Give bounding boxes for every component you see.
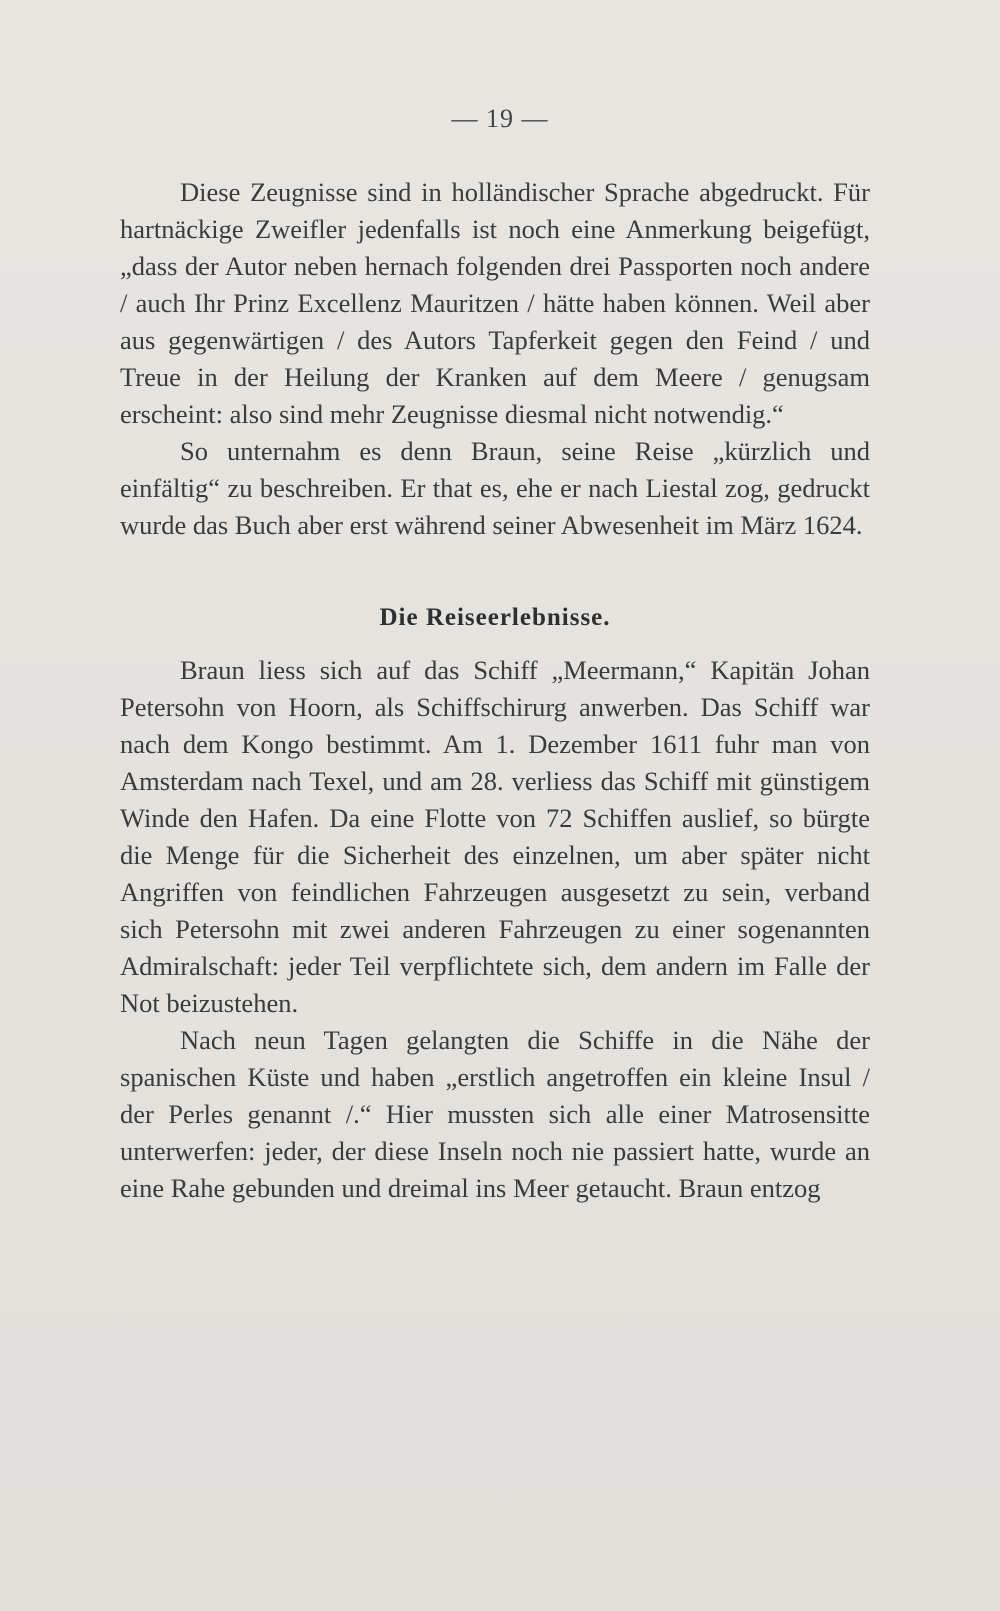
section-heading: Die Reiseerlebnisse. (379, 604, 611, 631)
paragraph-travel-report: So unternahm es denn Braun, seine Reise „kürzlich und einfältig“ zu beschreiben. Er that es, ehe er nach Liestal zog, gedruckt wurde das Buch aber erst während seiner Abwesenheit im März 1624. (120, 436, 870, 540)
page-number: — 19 — (451, 104, 549, 133)
paragraph-spanish-coast: Nach neun Tagen gelangten die Schiffe in die Nähe der spanischen Küste und haben „erstlich angetroffen ein kleine Insul / der Perles genannt /.“ Hier mussten sich alle einer Matrosensitte unterwerfen: jeder, der diese Inseln noch nie passiert hatte, wurde an eine Rahe gebunden und dreimal ins Meer getaucht. Braun entzog (120, 1025, 870, 1203)
paragraph-ship-meermann: Braun liess sich auf das Schiff „Meermann,“ Kapitän Johan Petersohn von Hoorn, als Schiffschirurg anwerben. Das Schiff war nach dem Kongo bestimmt. Am 1. Dezember 1611 fuhr man von Amsterdam nach Texel, und am 28. verliess das Schiff mit günstigem Winde den Hafen. Da eine Flotte von 72 Schiffen auslief, so bürgte die Menge für die Sicherheit des einzelnen, um aber später nicht Angriffen von feindlichen Fahrzeugen ausgesetzt zu sein, verband sich Petersohn mit zwei anderen Fahrzeugen zu einer sogenannten Admiralschaft: jeder Teil verpflichtete sich, dem andern im Falle der Not beizustehen. (120, 655, 870, 1018)
page-body (120, 174, 870, 1207)
paragraph-testimonials: Diese Zeugnisse sind in holländischer Sprache abgedruckt. Für hartnäckige Zweifler jedenfalls ist noch eine Anmerkung beigefügt, „dass der Autor neben hernach folgenden drei Passporten noch andere / auch Ihr Prinz Excellenz Mauritzen / hätte haben können. Weil aber aus gegenwärtigen / des Autors Tapferkeit gegen den Feind / und Treue in der Heilung der Kranken auf dem Meere / genugsam erscheint: also sind mehr Zeugnisse diesmal nicht notwendig.“ (120, 177, 870, 429)
